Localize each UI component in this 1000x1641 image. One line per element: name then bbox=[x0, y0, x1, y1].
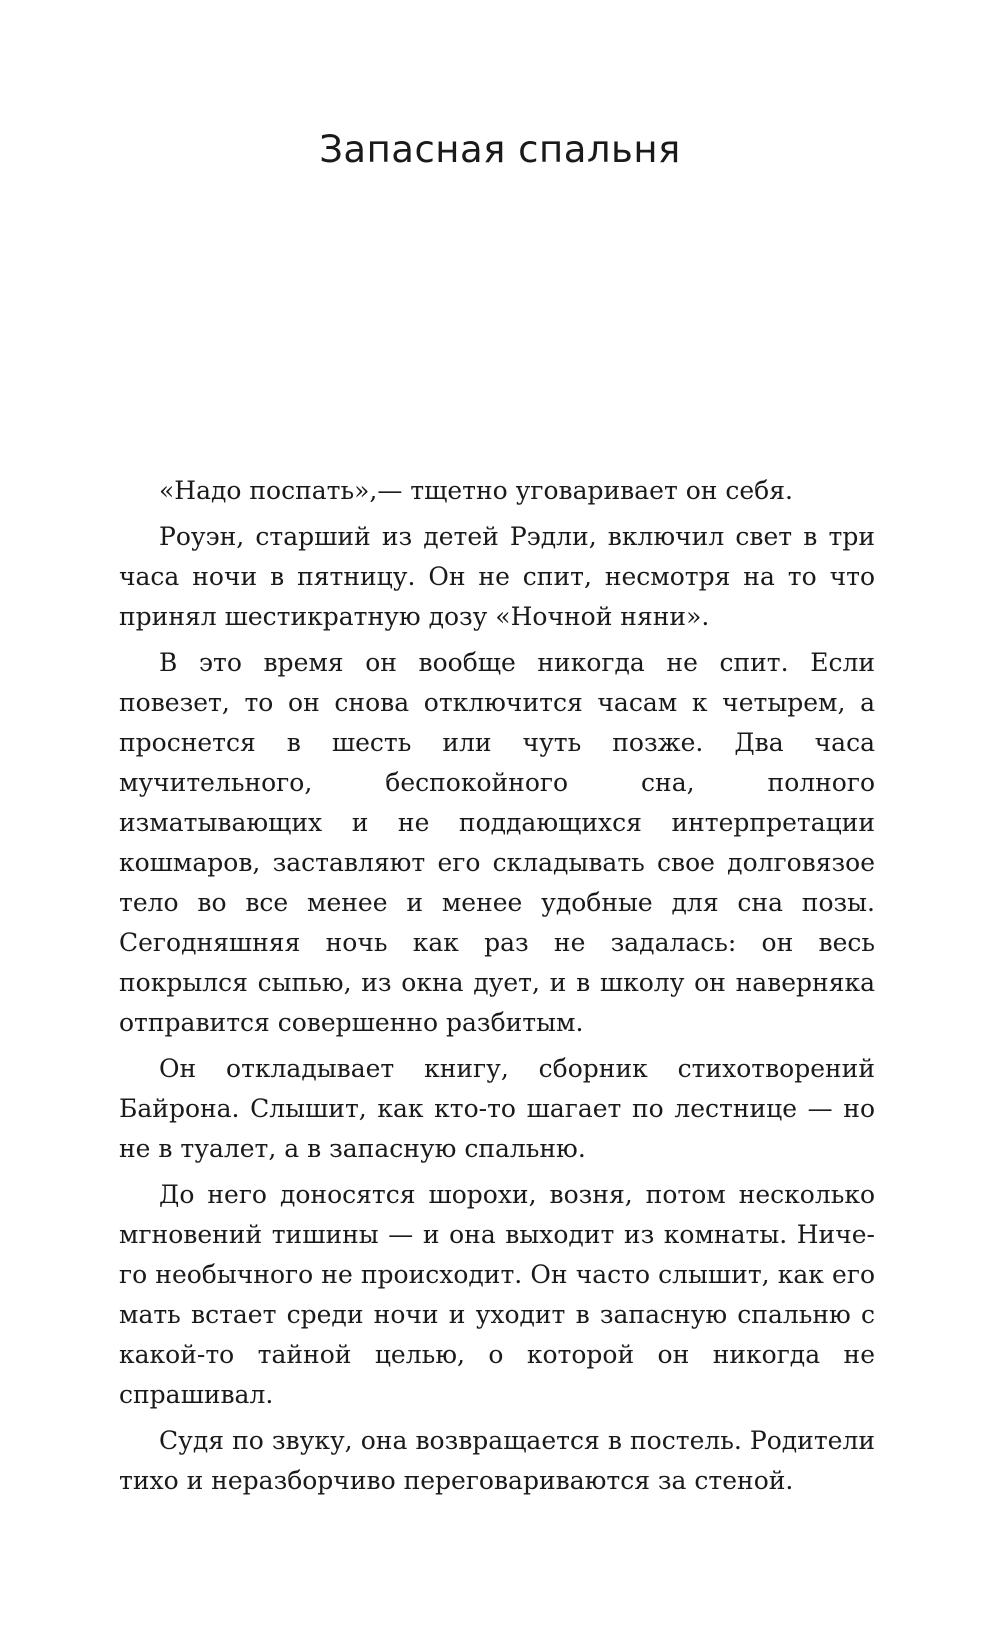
chapter-title: Запасная спальня bbox=[319, 128, 681, 171]
paragraph: Он откладывает книгу, сборник стихотворений Байрона. Слышит, как кто-то шагает по лестнице — но не в туалет, а в запасную спальню. bbox=[119, 1054, 875, 1163]
paragraph: «Надо поспать»,— тщетно уговаривает он себя. bbox=[159, 476, 793, 505]
chapter-body bbox=[119, 471, 875, 1507]
paragraph: Судя по звуку, она возвращается в постель. Родители тихо и неразборчиво переговариваются за стеной. bbox=[119, 1426, 875, 1495]
paragraph: Роуэн, старший из детей Рэдли, включил свет в три часа ночи в пятницу. Он не спит, несмотря на то что принял шестикратную дозу «Ночной няни». bbox=[119, 522, 875, 631]
paragraph: До него доносятся шорохи, возня, потом несколько мгновений тишины — и она выходит из комнаты. Ничего необычного не происходит. Он часто слышит, как его мать встает среди ночи и уходит в запасную спальню с какой-то тайной целью, о которой он никогда не спрашивал. bbox=[119, 1180, 875, 1409]
paragraph: В это время он вообще никогда не спит. Если повезет, то он снова отключится часам к четырем, а проснется в шесть или чуть позже. Два часа мучительного, беспокойного сна, полного изматывающих и не поддающихся интерпретации кошмаров, заставляют его складывать свое долговязое тело во все менее и менее удобные для сна позы. Сегодняшняя ночь как раз не задалась: он весь покрылся сыпью, из окна дует, и в школу он наверняка отправится совершенно разбитым. bbox=[119, 648, 875, 1037]
